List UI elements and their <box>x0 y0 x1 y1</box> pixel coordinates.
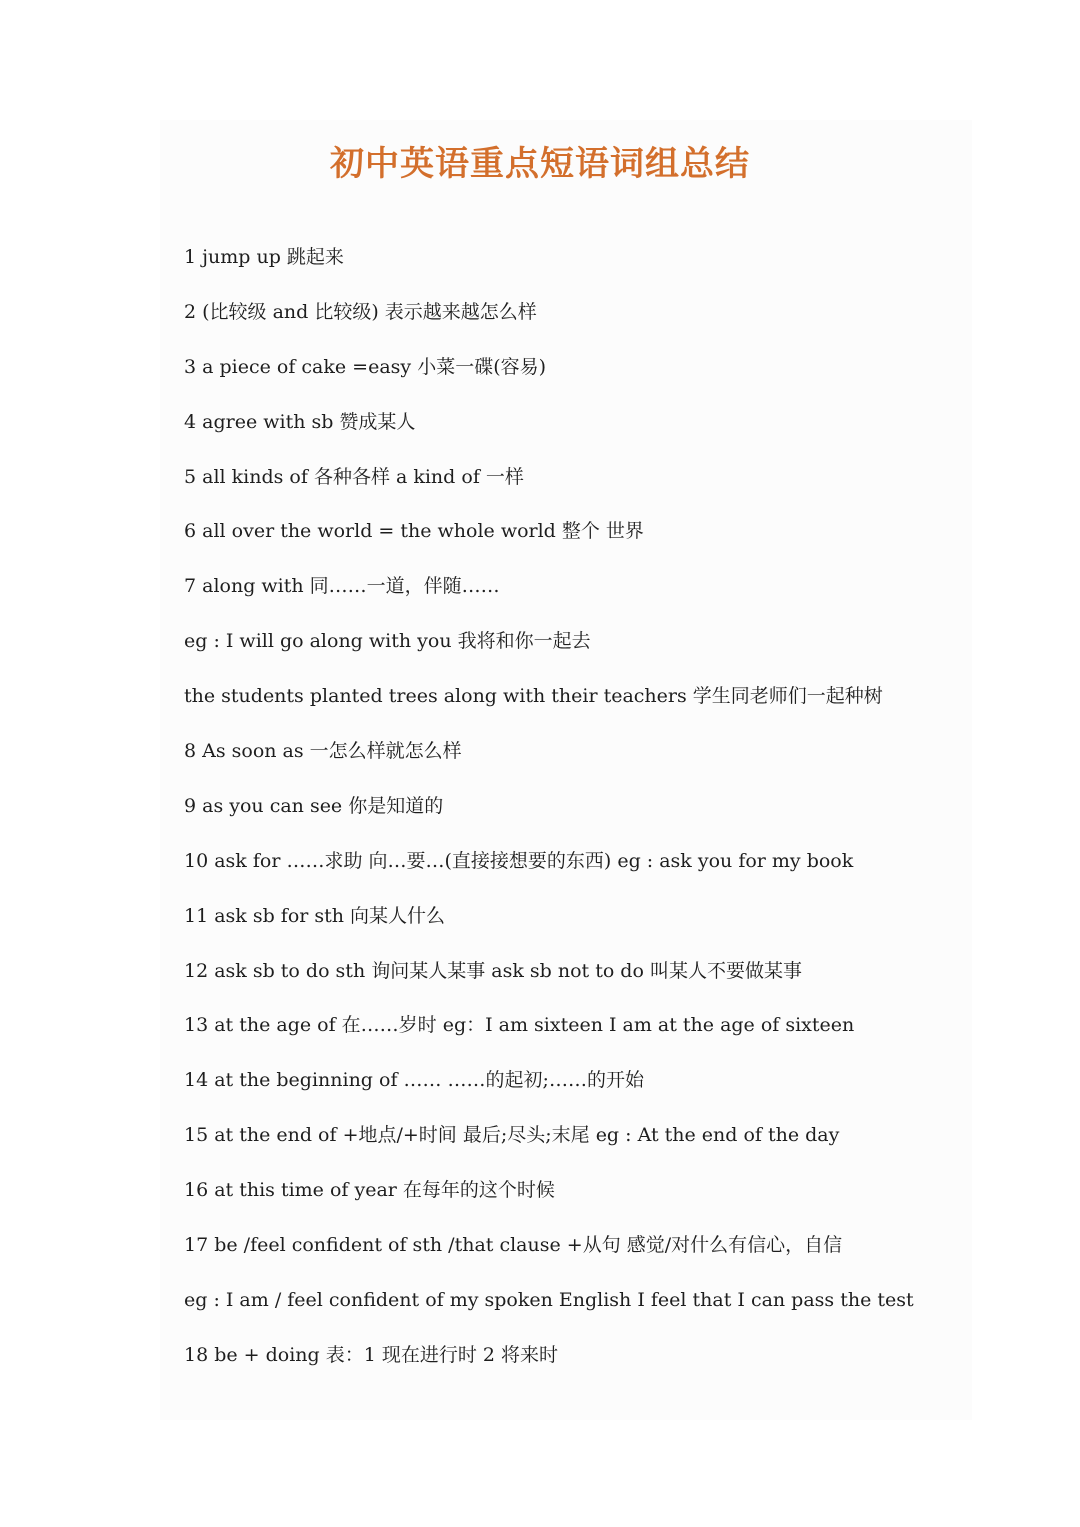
phrase-line: 13 at the age of 在……岁时 eg：I am sixteen I am at the age of sixteen <box>184 1014 855 1037</box>
phrase-line: 12 ask sb to do sth 询问某人某事 ask sb not to do 叫某人不要做某事 <box>184 959 802 982</box>
example-line: the students planted trees along with their teachers 学生同老师们一起种树 <box>184 685 883 708</box>
phrase-line: 10 ask for ……求助 向…要…(直接接想要的东西) eg : ask you for my book <box>184 849 854 872</box>
phrase-line: 4 agree with sb 赞成某人 <box>184 410 416 433</box>
phrase-line: 5 all kinds of 各种各样 a kind of 一样 <box>184 465 524 488</box>
phrase-line: 14 at the beginning of …… ……的起初;……的开始 <box>184 1069 644 1092</box>
phrase-line: 6 all over the world = the whole world 整个 世界 <box>184 520 644 543</box>
example-line: eg : I will go along with you 我将和你一起去 <box>184 630 591 653</box>
example-line: eg : I am / feel confident of my spoken English I feel that I can pass the test <box>184 1288 914 1311</box>
document-title: 初中英语重点短语词组总结 <box>330 144 750 184</box>
phrase-line: 2 (比较级 and 比较级) 表示越来越怎么样 <box>184 300 537 323</box>
phrase-line: 9 as you can see 你是知道的 <box>184 794 444 817</box>
phrase-line: 1 jump up 跳起来 <box>184 246 344 268</box>
phrase-list <box>184 240 1064 1393</box>
phrase-line: 11 ask sb for sth 向某人什么 <box>184 904 446 927</box>
phrase-line: 3 a piece of cake =easy 小菜一碟(容易) <box>184 355 547 378</box>
phrase-line: 15 at the end of +地点/+时间 最后;尽头;末尾 eg : At the end of the day <box>184 1124 840 1147</box>
phrase-line: 16 at this time of year 在每年的这个时候 <box>184 1179 555 1202</box>
phrase-line: 7 along with 同……一道，伴随…… <box>184 575 500 598</box>
phrase-line: 18 be + doing 表：1 现在进行时 2 将来时 <box>184 1343 559 1366</box>
phrase-line: 8 As soon as 一怎么样就怎么样 <box>184 740 462 763</box>
phrase-line: 17 be /feel confident of sth /that clause +从句 感觉/对什么有信心，自信 <box>184 1234 843 1257</box>
